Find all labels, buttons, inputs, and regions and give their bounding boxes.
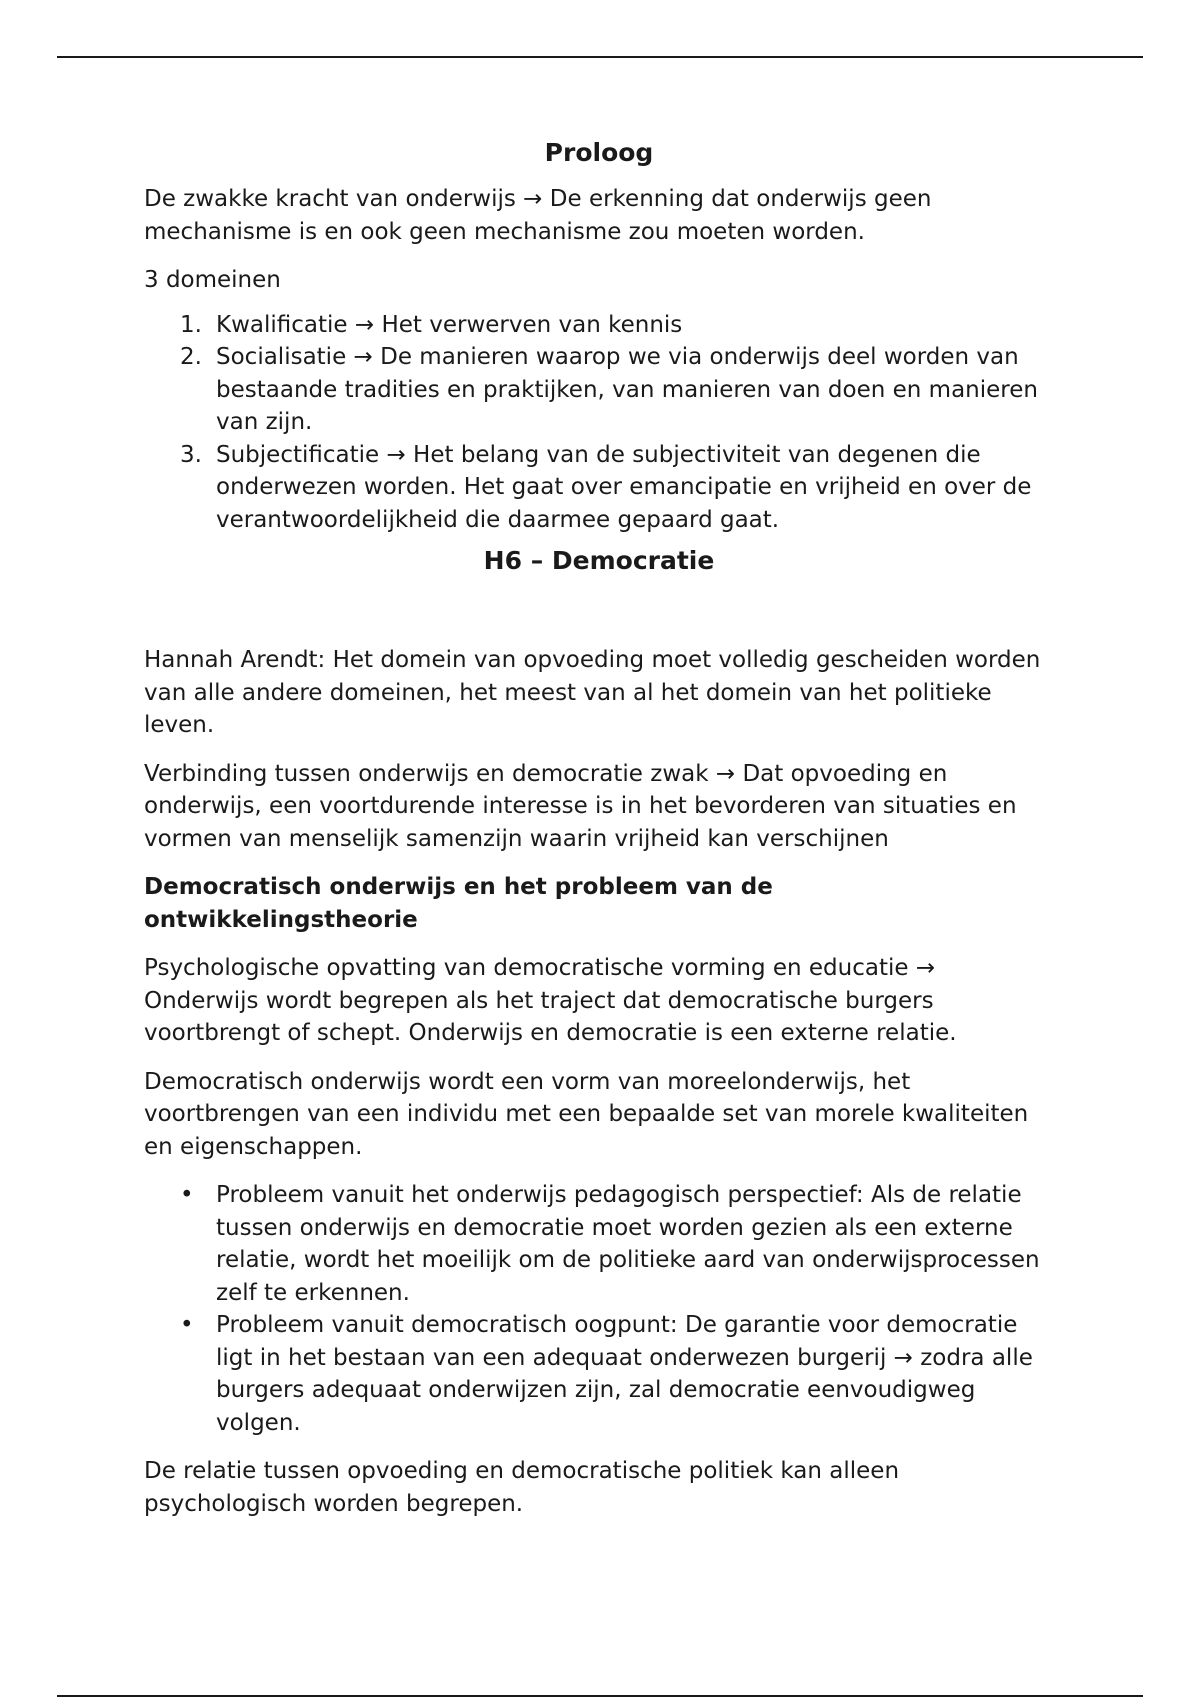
- bullet-marker: •: [180, 1182, 194, 1208]
- list-number: 2.: [180, 344, 202, 370]
- list-item: [144, 1179, 1054, 1309]
- problems-list: [144, 1179, 1054, 1439]
- list-item-text: Subjectificatie → Het belang van de subjectiviteit van degenen die onderwezen worden. Het gaat over emancipatie en vrijheid en over de verantwoordelijkheid die daarmee gepaard gaat.: [216, 441, 1032, 533]
- list-item-text: Socialisatie → De manieren waarop we via onderwijs deel worden van bestaande tradities en praktijken, van manieren van doen en manieren van zijn.: [216, 344, 1038, 435]
- list-item-text: Probleem vanuit democratisch oogpunt: De garantie voor democratie ligt in het bestaan van een adequaat onderwezen burgerij → zodra alle burgers adequaat onderwijzen zijn, zal democratie eenvoudigweg volgen.: [216, 1312, 1033, 1436]
- page-header-rule: [57, 56, 1143, 58]
- list-number: 3.: [180, 441, 202, 468]
- bullet-marker: •: [180, 1312, 194, 1338]
- list-item-text: Probleem vanuit het onderwijs pedagogisch perspectief: Als de relatie tussen onderwijs en democratie moet worden gezien als een externe relatie, wordt het moeilijk om de politieke aard van onderwijsprocessen zelf te erkennen.: [216, 1182, 1040, 1306]
- list-number: 1.: [180, 311, 202, 338]
- list-item: [144, 341, 1054, 439]
- list-item: [144, 439, 1054, 537]
- domains-label: 3 domeinen: [144, 267, 281, 293]
- list-item-text: Kwalificatie → Het verwerven van kennis: [216, 311, 683, 338]
- section-closing: De relatie tussen opvoeding en democratische politiek kan alleen psychologisch worden begrepen.: [144, 1458, 900, 1517]
- list-item: [144, 1309, 1054, 1439]
- chapter-paragraph: Verbinding tussen onderwijs en democratie zwak → Dat opvoeding en onderwijs, een voortdurende interesse is in het bevorderen van situaties en vormen van menselijk samenzijn waarin vrijheid kan verschijnen: [144, 760, 1017, 852]
- list-item: [144, 309, 1054, 342]
- prologue-title: Proloog: [544, 138, 654, 167]
- domains-list: [144, 309, 1054, 537]
- page-footer-rule: [57, 1695, 1143, 1697]
- spacer: [144, 578, 1054, 644]
- document-body: [144, 136, 1054, 1536]
- chapter-paragraph: Hannah Arendt: Het domein van opvoeding moet volledig gescheiden worden van alle andere domeinen, het meest van al het domein van het politieke leven.: [144, 647, 1041, 738]
- section-title: Democratisch onderwijs en het probleem van de ontwikkelingstheorie: [144, 874, 773, 933]
- section-paragraph: Democratisch onderwijs wordt een vorm van moreelonderwijs, het voortbrengen van een individu met een bepaalde set van morele kwaliteiten en eigenschappen.: [144, 1068, 1029, 1160]
- chapter-title: H6 – Democratie: [483, 546, 715, 575]
- section-paragraph: Psychologische opvatting van democratische vorming en educatie → Onderwijs wordt begrepen als het traject dat democratische burgers voortbrengt of schept. Onderwijs en democratie is een externe relatie.: [144, 955, 957, 1046]
- prologue-intro: De zwakke kracht van onderwijs → De erkenning dat onderwijs geen mechanisme is en ook geen mechanisme zou moeten worden.: [144, 186, 932, 245]
